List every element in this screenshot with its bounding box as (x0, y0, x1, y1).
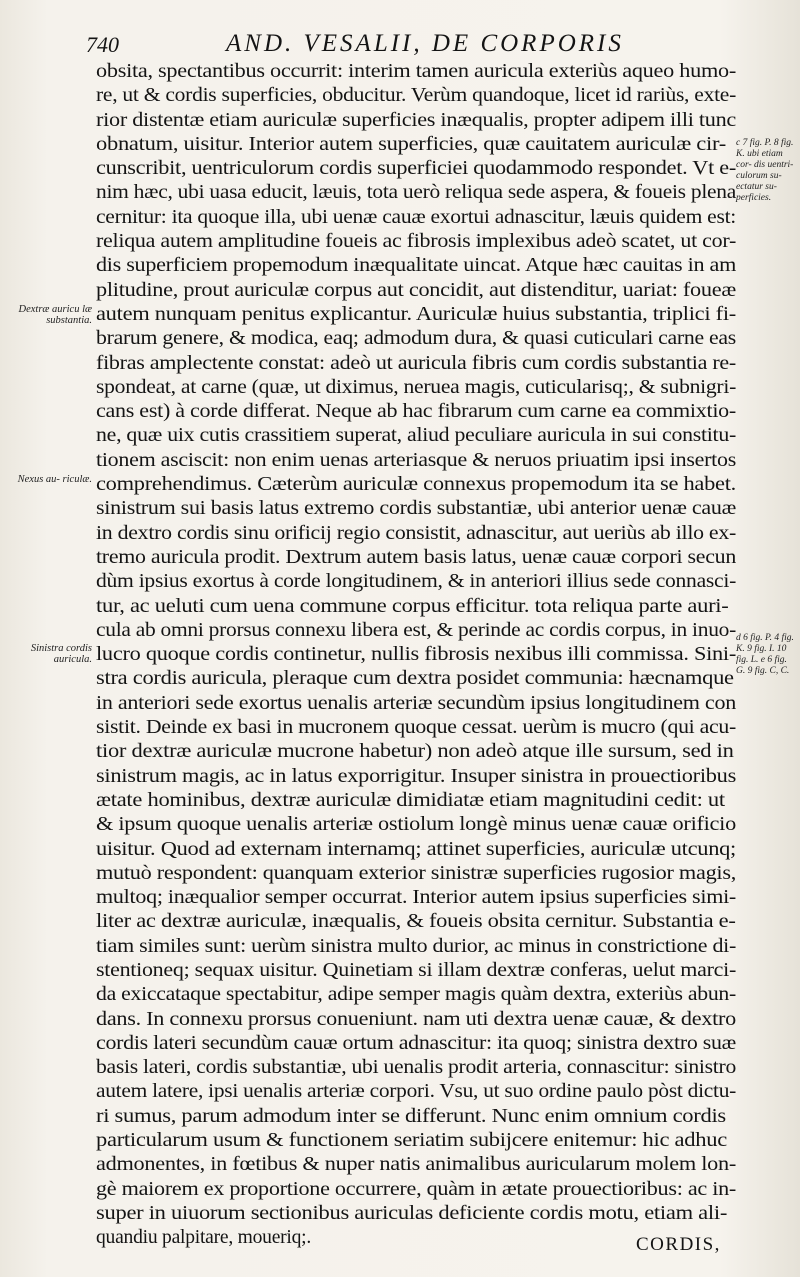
text-line: plitudine, prout auriculæ corpus aut concidit, aut distenditur, uariat: foueæ (96, 279, 736, 301)
text-line: quandiu palpitare, moueriq;. (96, 1227, 311, 1249)
text-line: da exiccataque spectabitur, adipe semper magis quàm dextra, exteriùs abun- (96, 984, 736, 1006)
text-line: multoq; inæqualior semper occurrat. Interior autem ipsius superficies simi- (96, 887, 736, 909)
text-line: tremo auricula prodit. Dextrum autem basis latus, uenæ cauæ corpori secun (96, 546, 736, 568)
text-line: ri sumus, parum admodum inter se differunt. Nunc enim omnium cordis (96, 1105, 726, 1127)
text-line: lucro quoque cordis continetur, nullis fibrosis nexibus illi commissa. Sini- (96, 644, 736, 666)
text-line: mutuò respondent: quanquam exterior sinistræ superficies rugosior magis, (96, 862, 736, 884)
margin-note-right: d 6 fig. P. 4 fig. K. 9 fig. I. 10 fig. L. e 6 fig. G. 9 fig. C, C. (736, 633, 794, 676)
margin-note-left: Sinistra cordis auricula. (30, 643, 92, 665)
text-line: tionem asciscit: non enim uenas arteriasque & neruos priuatim ipsi insertos (96, 449, 736, 471)
text-line: dùm ipsius exortus à corde longitudinem, & in anteriori illius sede connasci- (96, 571, 736, 593)
catchword: CORDIS, (636, 1234, 721, 1255)
text-line: & ipsum quoque uenalis arteriæ ostiolum longè minus uenæ cauæ orificio (96, 814, 736, 836)
text-line: dis superficiem propemodum inæqualitate uincat. Atque hæc cauitas in am (96, 255, 736, 277)
text-line: cans est) à corde differat. Neque ab hac fibrarum cum carne ea commixtio- (96, 401, 736, 423)
margin-note-right: c 7 fig. P. 8 fig. K. ubi etiam cor- dis uentri- culorum su- ectatur su- perficies. (736, 138, 794, 203)
page-number: 740 (86, 32, 119, 57)
text-line: comprehendimus. Cæterùm auriculæ connexus propemodum ita se habet. (96, 474, 736, 496)
text-line: in dextro cordis sinu orificij regio consistit, adnascitur, aut ueriùs ab illo ex- (96, 522, 736, 544)
text-line: tur, ac ueluti cum uena commune corpus efficitur. tota reliqua parte auri- (96, 595, 729, 617)
margin-note-left: Nexus au- riculæ. (17, 474, 92, 485)
text-line: admonentes, in fœtibus & nuper natis animalibus auricularum molem lon- (96, 1154, 736, 1176)
text-line: ætate hominibus, dextræ auriculæ dimidiatæ etiam magnitudini cedit: ut (96, 789, 725, 811)
text-line: spondeat, at carne (quæ, ut diximus, neruea magis, cuticularisq;, & subnigri- (96, 376, 736, 398)
text-line: liter ac dextræ auriculæ, inæqualis, & foueis obsita cernitur. Substantia e- (96, 911, 736, 933)
text-line: cernitur: ita quoque illa, ubi uenæ cauæ exortui adnascitur, læuis quidem est: (96, 206, 736, 228)
text-line: stentioneq; sequax uisitur. Quinetiam si illam dextræ conferas, uelut marci- (96, 959, 736, 981)
text-line: cunscribit, uentriculorum cordis superficiei quodammodo respondet. Vt e- (96, 158, 736, 180)
text-line: nim hæc, ubi uasa educit, læuis, tota uerò reliqua sede aspera, & foueis plena (96, 182, 736, 204)
text-line: sinistrum sui basis latus extremo cordis substantiæ, ubi anterior uenæ cauæ (96, 498, 736, 520)
text-line: uisitur. Quod ad externam internamq; attinet superficies, auriculæ utcunq; (96, 838, 736, 860)
text-line: tiam similes sunt: uerùm sinistra multo durior, ac minus in constrictione di- (96, 935, 736, 957)
text-line: obnatum, uisitur. Interior autem superficies, quæ cauitatem auriculæ cir- (96, 133, 726, 155)
text-line: re, ut & cordis superficies, obducitur. Verùm quandoque, licet id rariùs, exte- (96, 85, 736, 107)
text-line: reliqua autem amplitudine foueis ac fibrosis implexibus adeò scatet, ut cor- (96, 231, 736, 253)
text-line: ne, quæ uix cutis crassitiem superat, aliud peculiare auricula in sui constitu- (96, 425, 736, 447)
text-line: dans. In connexu prorsus conueniunt. nam uti dextra uenæ cauæ, & dextro (96, 1008, 736, 1030)
page-header (86, 30, 726, 60)
text-line: fibras amplectente constat: adeò ut auricula fibris cum cordis substantia re- (96, 352, 736, 374)
text-line: cula ab omni prorsus connexu libera est, & perinde ac cordis corpus, in inuo- (96, 619, 736, 641)
text-line: in anteriori sede exortus uenalis arteriæ secundùm ipsius longitudinem con (96, 692, 736, 714)
text-line: particularum usum & functionem seriatim subijcere enitemur: hic adhuc (96, 1130, 727, 1152)
text-line: autem nunquam penitus explicantur. Auriculæ huius substantia, triplici fi- (96, 303, 736, 325)
text-line: autem latere, ipsi uenalis arteriæ corpori. Vsu, ut suo ordine paulo pòst dictu- (96, 1081, 736, 1103)
running-title: AND. VESALII, DE CORPORIS (226, 30, 624, 57)
text-line: brarum genere, & modica, eaq; admodum dura, & quasi cuticulari carne eas (96, 328, 736, 350)
text-line: tior dextræ auriculæ mucrone habetur) non adeò atque ille sursum, sed in (96, 741, 734, 763)
text-line: rior distentæ etiam auriculæ superficies inæqualis, propter adipem illi tunc (96, 109, 736, 131)
main-text-block (96, 60, 736, 1251)
text-line: stra cordis auricula, pleraque cum dextra posidet communia: hæcnamque (96, 668, 734, 690)
text-line: gè maiorem ex proportione occurrere, quàm in ætate prouectioribus: ac in- (96, 1178, 736, 1200)
margin-note-left: Dextræ auricu læ substantia. (18, 304, 92, 326)
text-line: obsita, spectantibus occurrit: interim tamen auricula exteriùs aqueo humo- (96, 61, 736, 82)
text-line: basis lateri, cordis substantiæ, ubi uenalis prodit arteria, connascitur: sinistro (96, 1057, 736, 1079)
text-line: super in uiuorum sectionibus auriculas deficiente cordis motu, etiam ali- (96, 1202, 728, 1224)
text-line: sistit. Deinde ex basi in mucronem quoque cessat. uerùm is mucro (qui acu- (96, 717, 736, 739)
text-line: sinistrum magis, ac in latus exporrigitur. Insuper sinistra in prouectioribus (96, 765, 736, 787)
text-line: cordis lateri secundùm cauæ ortum adnascitur: ita quoq; sinistra dextro suæ (96, 1032, 736, 1054)
